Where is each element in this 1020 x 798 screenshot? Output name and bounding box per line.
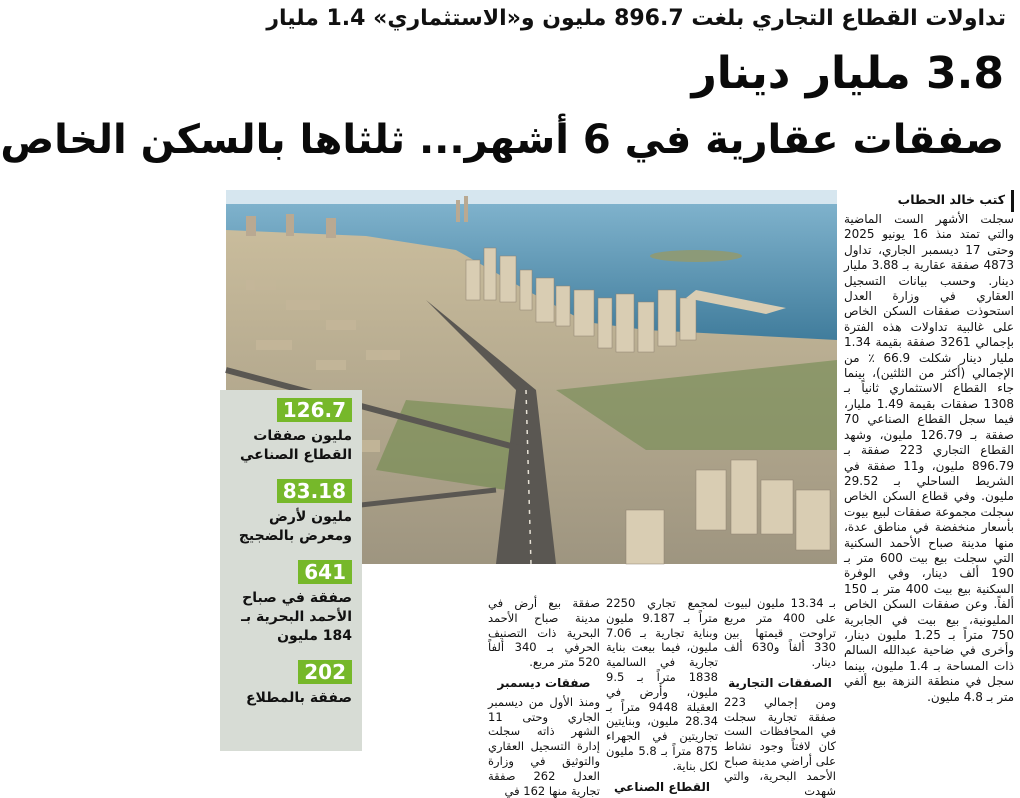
column-text: صفقة بيع أرض في مدينة صباح الأحمد البحرية ذات التصنيف الحرفي بـ 340 ألفاً 520 متر مربع. (488, 596, 600, 670)
column-subhead: القطاع الصناعي (613, 779, 710, 794)
stat-block (220, 552, 362, 652)
stat-value: 126.7 (277, 398, 352, 422)
column-subhead: صفقات ديسمبر (497, 675, 591, 690)
stat-value: 641 (298, 560, 352, 584)
body-column-right: سجلت الأشهر الست الماضية والتي تمتد منذ 16 يونيو 2025 وحتى 17 ديسمبر الجاري، تداول 4873 صفقة عقارية بـ 3.88 مليار دينار. وحسب بيانات التسجيل العقاري في وزارة العدل استحوذت صفقات السكن الخاص على غالبية تداولات هذه الفترة بإجمالي 3261 صفقة بقيمة 1.34 مليار دينار شكلت 66.9 ٪ من الإجمالي (أكثر من الثلثين)، بينما جاء القطاع الاستثماري ثانياً بـ 1308 صفقات بقيمة 1.49 مليار، فيما سجل القطاع الصناعي 70 صفقة بـ 126.79 مليون، وشهد القطاع التجاري 223 صفقة بـ 896.79 مليون، و11 صفقة في الشريط الساحلي بـ 29.52 مليون. وفي قطاع السكن الخاص سجلت مجموعة صفقات لبيع بيوت بأسعار منخفضة في مناطق عدة، منها مدينة صباح الأحمد السكنية التي سجلت بيع بيت 600 متر بـ 190 ألف دينار، وفي الوفرة السكنية بيع بيت 400 متر بـ 150 ألفاً. وعن صفقات السكن الخاص المليونية، بيع بيت في الجابرية 750 متراً بـ 1.25 مليون دينار، وأخرى في ضاحية عبدالله السالم ذات المساحة بـ 1.4 مليون، بينما سجل في منطقة النزهة بيع ألفي متر بـ 4.8 مليون. (844, 212, 1015, 704)
stat-label: مليون صفقات القطاع الصناعي (239, 428, 352, 463)
column-text: بـ 13.34 مليون لبيوت على 400 متر مربع تراوحت قيمتها بين 330 ألفاً و630 ألف دينار. (724, 596, 836, 670)
byline: كتب خالد الحطاب (844, 190, 1014, 212)
body-column-2 (606, 596, 718, 794)
body-columns (370, 596, 836, 798)
stat-block (220, 471, 362, 552)
body-column-3 (488, 596, 600, 798)
column-subhead: الصفقات التجارية (728, 675, 832, 690)
stat-value: 202 (298, 660, 352, 684)
stat-label: مليون لأرض ومعرض بالضجيج (238, 509, 352, 544)
stats-sidebar (220, 390, 362, 751)
stat-label: صفقة في صباح الأحمد البحرية بـ 184 مليون (241, 590, 352, 644)
headline-main: 3.8 مليار دينار (691, 48, 1004, 99)
column-text: ومن إجمالي 223 صفقة تجارية سجلت في المحافظات الست كان لافتاً وجود نشاط على أراضي مدينة صباح الأحمد البحرية، والتي شهدت (724, 694, 836, 798)
headline-sub: صفقات عقارية في 6 أشهر... ثلثاها بالسكن الخاص (0, 117, 1004, 163)
stat-block (220, 390, 362, 471)
body-column-1 (724, 596, 836, 798)
stat-label: صفقة بالمطلاع (245, 690, 352, 706)
stat-block (220, 652, 362, 714)
column-text: ومنذ الأول من ديسمبر الجاري وحتى 11 الشهر ذاته سجلت إدارة التسجيل العقاري والتوثيق في وزارة العدل 262 صفقة تجارية منها 162 في (488, 694, 600, 798)
column-text: لمجمع تجاري 2250 متراً بـ 9.187 مليون وبناية تجارية بـ 7.06 مليون، فيما بيعت بناية تجارية في السالمية 1838 متراً بـ 9.5 مليون، وأرض في العقيلة 9448 متراً بـ 28.34 مليون، وبنايتين تجاريتين في الجهراء 875 متراً بـ 5.8 مليون لكل بناية. (606, 596, 718, 773)
kicker-line: تداولات القطاع التجاري بلغت 896.7 مليون و«الاستثماري» 1.4 مليار (266, 6, 1006, 31)
stat-value: 83.18 (277, 479, 352, 503)
